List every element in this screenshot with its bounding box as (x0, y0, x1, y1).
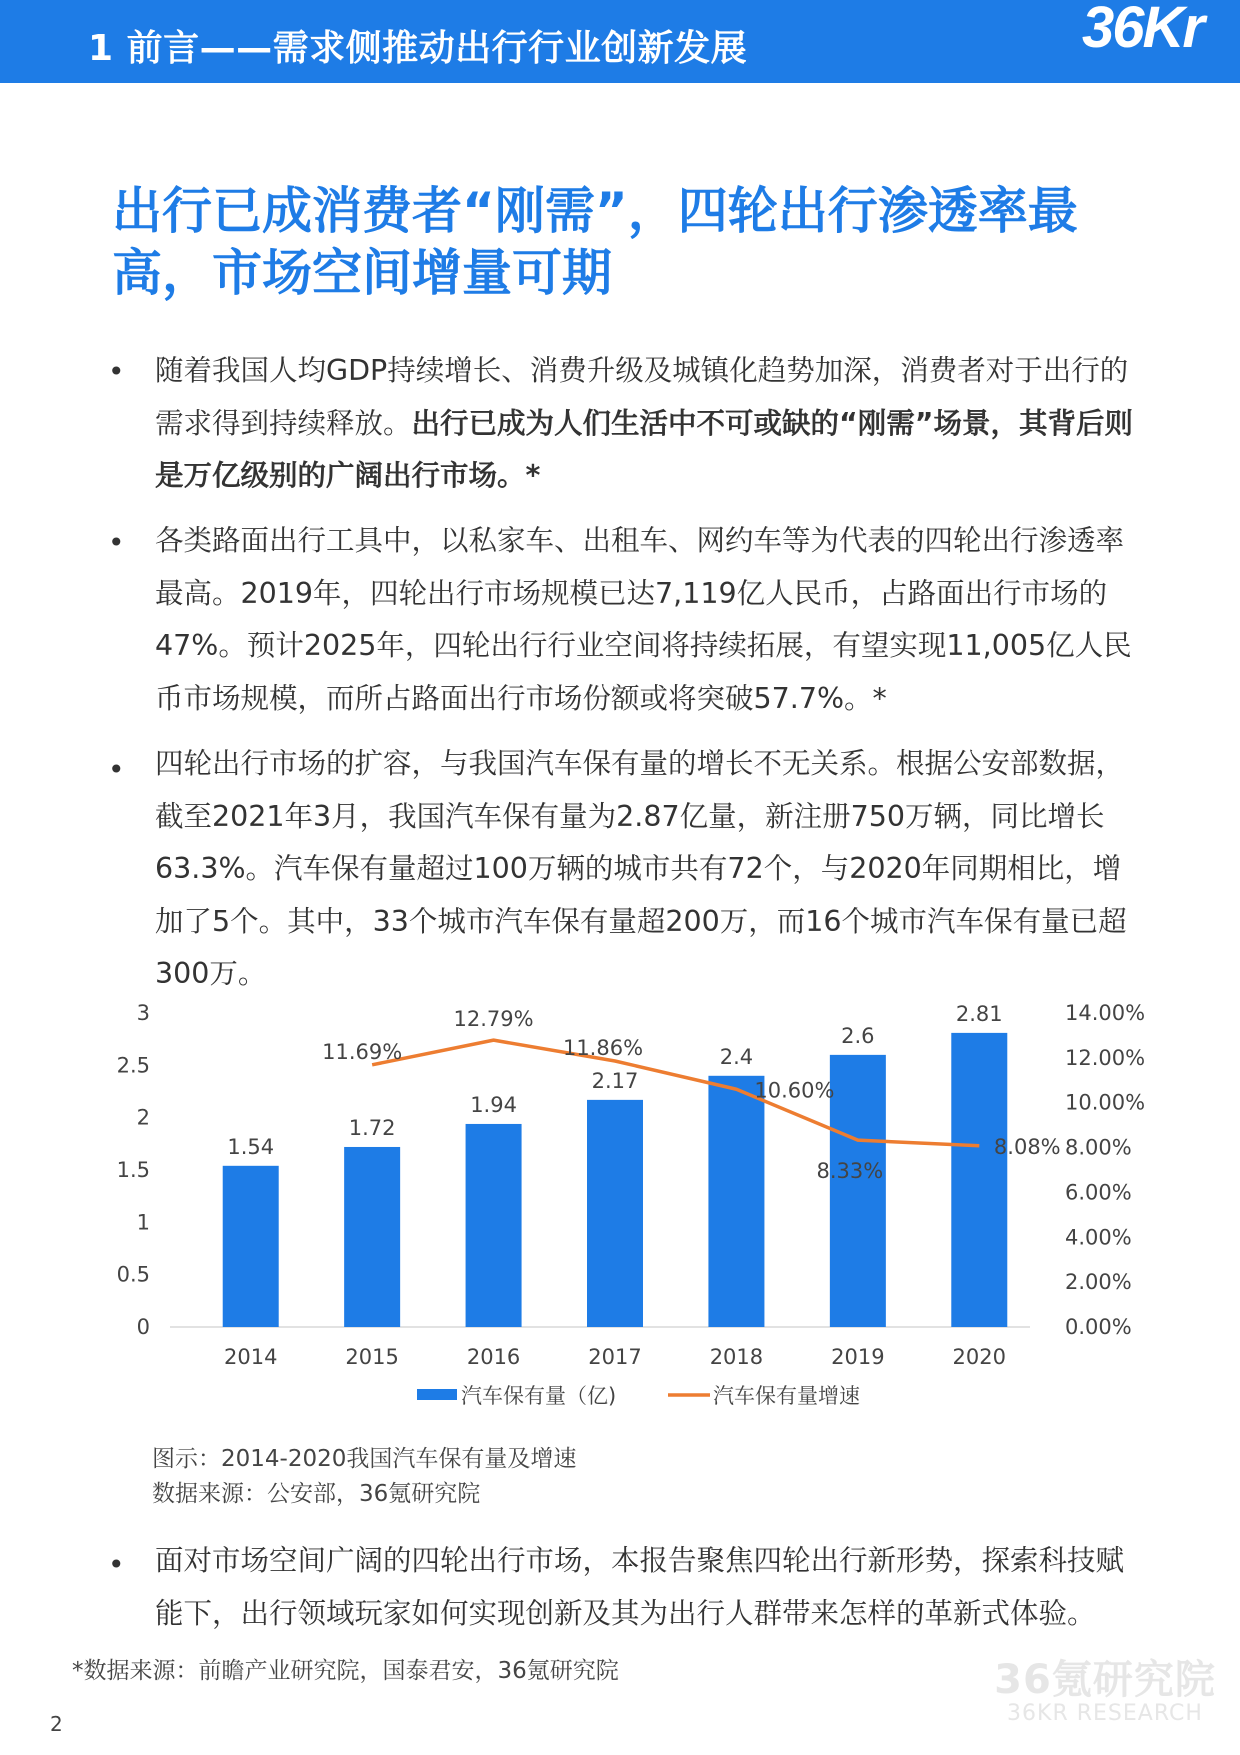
y-right-tick-label: 4.00% (1065, 1225, 1132, 1250)
bar-value-label: 1.94 (470, 1092, 517, 1117)
watermark (990, 1648, 1220, 1726)
paragraph-4: 面对市场空间广阔的四轮出行市场，本报告聚焦四轮出行新形势，探索科技赋能下，出行领域玩家如何实现创新及其为出行人群带来怎样的革新式体验。 (155, 1544, 1125, 1630)
headline-line-2: 高，市场空间增量可期 (112, 244, 612, 302)
page-number: 2 (50, 1712, 63, 1736)
brand-logo (1070, 0, 1240, 83)
line-value-label: 8.33% (816, 1159, 884, 1184)
paragraph-2: 各类路面出行工具中，以私家车、出租车、网约车等为代表的四轮出行渗透率最高。2019年，四轮出行市场规模已达7,119亿人民币，占路面出行市场的47%。预计2025年，四轮出行行业空间将持续拓展，有望实现11,005亿人民币市场规模，而所占路面出行市场份额或将突破57.7%。* (155, 524, 1132, 715)
paragraph-1-emphasis: 出行已成为人们生活中不可或缺的“刚需”场景，其背后则是万亿级别的广阔出行市场。* (155, 406, 1133, 492)
y-right-tick-label: 8.00% (1065, 1135, 1132, 1160)
y-left-tick-label: 2 (136, 1105, 150, 1130)
line-value-label: 8.08% (993, 1134, 1061, 1159)
page-headline (112, 180, 1142, 304)
paragraph-1-text: 随着我国人均GDP持续增长、消费升级及城镇化趋势加深，消费者对于出行的需求得到持续释放。 (155, 354, 1129, 440)
bar-value-label: 2.4 (719, 1044, 754, 1069)
x-tick-label: 2016 (466, 1345, 521, 1369)
line-value-label: 10.60% (754, 1078, 835, 1103)
vehicle-ownership-chart (116, 990, 1160, 1430)
growth-line (372, 1040, 979, 1146)
bullet-marker: • (108, 526, 125, 559)
line-value-label: 11.69% (322, 1039, 403, 1064)
bar-2014 (223, 1166, 279, 1327)
bar-value-label: 2.17 (591, 1068, 639, 1093)
bullet-marker: • (108, 753, 125, 786)
bar-value-label: 2.6 (841, 1023, 875, 1048)
y-left-tick-label: 0 (136, 1315, 150, 1339)
y-right-tick-label: 10.00% (1065, 1090, 1146, 1115)
source-caption: 数据来源：公安部，36氪研究院 (152, 1481, 481, 1507)
bar-2015 (344, 1147, 400, 1327)
bar-2017 (587, 1100, 643, 1327)
footnote: *数据来源：前瞻产业研究院，国泰君安，36氪研究院 (72, 1658, 619, 1684)
chart-svg (116, 990, 1160, 1430)
y-right-tick-label: 0.00% (1065, 1315, 1132, 1339)
y-left-tick-label: 3 (136, 1001, 150, 1025)
bullet-marker: • (108, 1548, 125, 1581)
bar-2019 (830, 1055, 886, 1327)
y-right-tick-label: 12.00% (1065, 1045, 1146, 1070)
line-value-label: 11.86% (562, 1035, 644, 1060)
bar-2016 (466, 1124, 522, 1327)
bullet-marker: • (108, 355, 125, 388)
y-left-tick-label: 1.5 (116, 1158, 150, 1182)
legend-bar-swatch (417, 1389, 457, 1400)
figure-caption: 图示：2014-2020我国汽车保有量及增速 (152, 1446, 577, 1472)
y-left-tick-label: 0.5 (116, 1262, 150, 1287)
bar-2020 (951, 1033, 1007, 1327)
y-right-tick-label: 2.00% (1065, 1270, 1132, 1295)
y-left-tick-label: 1 (136, 1210, 150, 1235)
watermark-line-1: 36氪研究院 (994, 1657, 1216, 1703)
y-right-tick-label: 6.00% (1065, 1180, 1132, 1205)
section-title: 1 前言——需求侧推动出行行业创新发展 (88, 28, 748, 69)
bar-value-label: 2.81 (955, 1001, 1003, 1026)
headline-line-1: 出行已成消费者“刚需”，四轮出行渗透率最 (112, 182, 1078, 240)
x-tick-label: 2014 (223, 1345, 278, 1369)
paragraph-3: 四轮出行市场的扩容，与我国汽车保有量的增长不无关系。根据公安部数据，截至2021年3月，我国汽车保有量为2.87亿量，新注册750万辆，同比增长63.3%。汽车保有量超过100万辆的城市共有72个，与2020年同期相比，增加了5个。其中，33个城市汽车保有量超200万，而16个城市汽车保有量已超300万。 (155, 747, 1127, 990)
line-value-label: 12.79% (453, 1007, 534, 1032)
y-left-tick-label: 2.5 (116, 1053, 150, 1078)
y-right-tick-label: 14.00% (1065, 1001, 1146, 1025)
bar-value-label: 1.72 (348, 1115, 396, 1140)
x-tick-label: 2020 (952, 1345, 1007, 1369)
legend-line-label: 汽车保有量增速 (713, 1384, 860, 1408)
x-tick-label: 2015 (345, 1345, 399, 1369)
legend-bar-label: 汽车保有量（亿) (461, 1384, 617, 1408)
x-tick-label: 2018 (709, 1345, 764, 1369)
bar-value-label: 1.54 (227, 1134, 275, 1159)
bar-2018 (708, 1076, 764, 1327)
watermark-line-2: 36KR RESEARCH (1007, 1701, 1203, 1726)
x-tick-label: 2017 (588, 1345, 642, 1369)
x-tick-label: 2019 (831, 1345, 885, 1369)
paragraph-1 (155, 345, 1140, 503)
logo-text: 36Kr (1082, 0, 1203, 60)
